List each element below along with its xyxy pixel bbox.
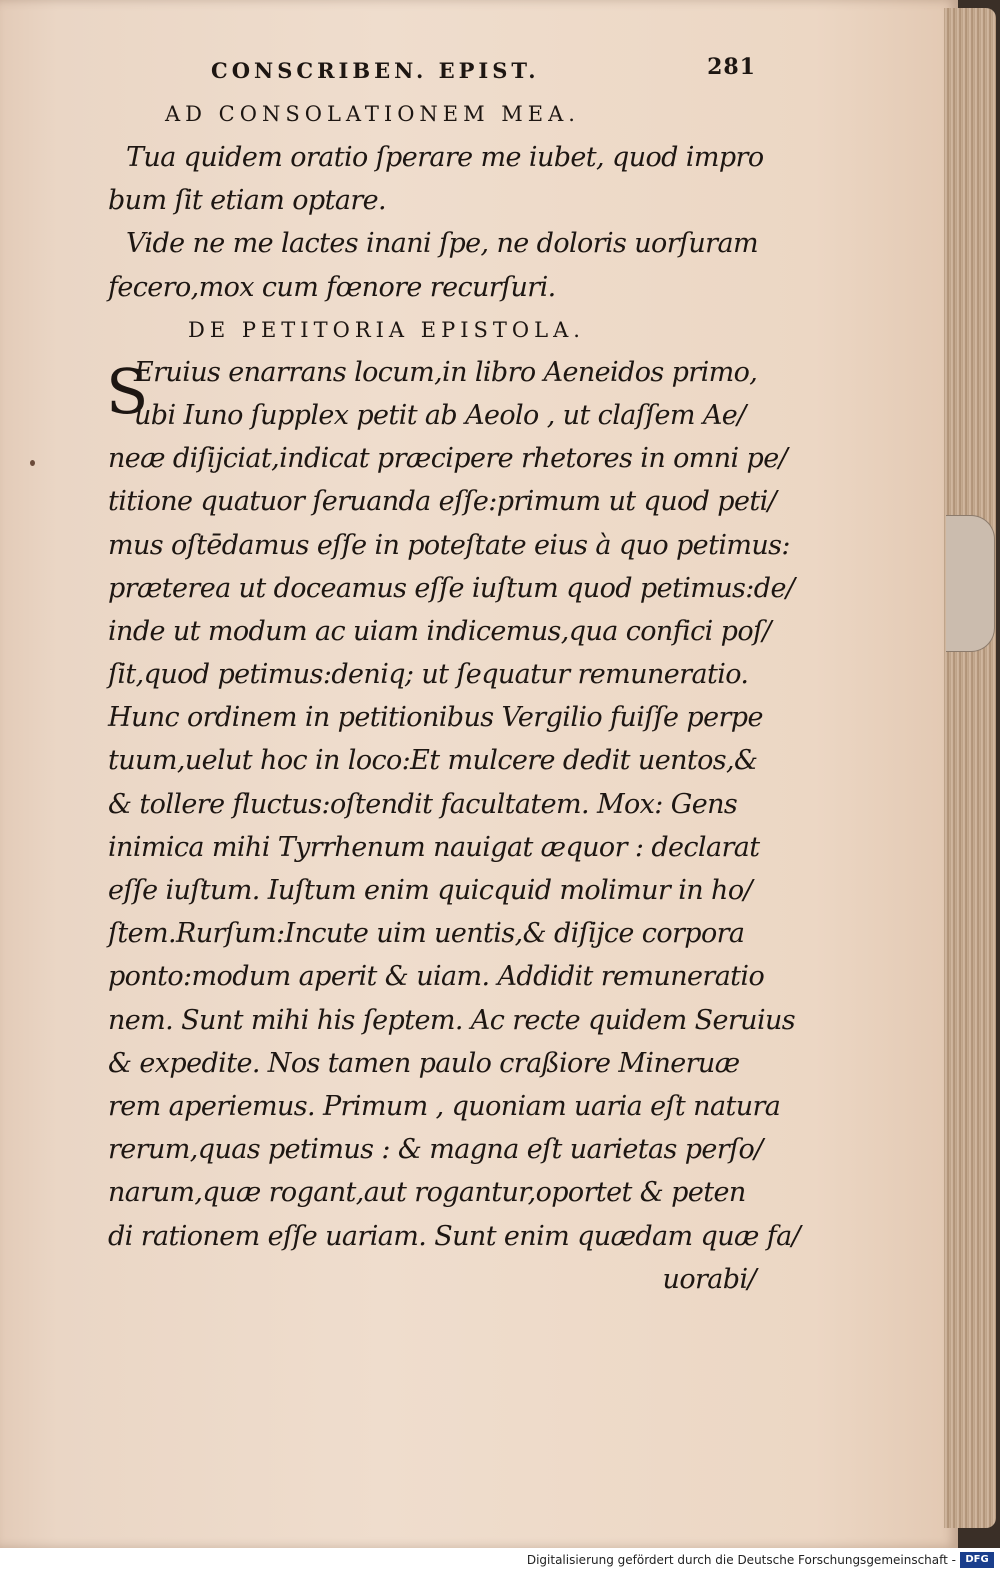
drop-cap: S [106,354,149,428]
text-line: Eruius enarrans locum,in libro Aeneidos primo, [134,356,758,388]
text-line: inde ut modum ac uiam indicemus,qua confici poſ/ [108,615,771,647]
running-head [108,52,756,92]
text-line: ponto:modum aperit & uiam. Addidit remuneratio [108,961,765,993]
footer-credit: Digitalisierung gefördert durch die Deutsche Forschungsgemeinschaft - [526,1553,956,1567]
text-line: tuum,uelut hoc in loco:Et mulcere dedit uentos,& [108,745,758,777]
text-line: ſit,quod petimus:deniq; ut ſequatur remuneratio. [108,659,749,691]
text-line: Tua quidem oratio ſperare me iubet, quod impro [126,142,764,173]
text-line: mus oſtēdamus eſſe in poteſtate eius à quo petimus: [108,529,790,561]
text-line: Vide ne me lactes inani ſpe, ne doloris uorſuram [126,228,758,260]
page-number: 281 [707,54,756,80]
text-line: rerum,quas petimus : & magna eſt uarietas perſo/ [108,1134,763,1166]
text-line: narum,quæ rogant,aut rogantur,oportet & peten [108,1177,746,1209]
initial-paragraph [108,351,756,437]
page-text [106,52,801,1301]
page-edges [944,8,996,1528]
text-line: bum ſit etiam optare. [108,185,387,217]
text-line: neæ diſijciat,indicat præcipere rhetores in omni pe/ [108,443,788,475]
text-line: fecero,mox cum fœnore recurſuri. [108,271,556,303]
text-line: inimica mihi Tyrrhenum nauigat æquor : declarat [108,831,760,863]
text-line: titione quatuor ſeruanda eſſe:primum ut quod peti/ [108,486,777,518]
text-line: Hunc ordinem in petitionibus Vergilio fuiſſe perpe [108,702,763,734]
text-line: di rationem eſſe uariam. Sunt enim quædam quæ fa/ [108,1220,801,1252]
text-line: nem. Sunt mihi his ſeptem. Ac recte quidem Seruius [108,1004,796,1036]
text-line: & expedite. Nos tamen paulo craßiore Mineruæ [108,1047,740,1079]
dfg-logo: DFG [960,1552,994,1568]
index-tab [946,515,995,652]
catchword: uorabi/ [662,1263,756,1295]
section-heading: AD CONSOLATIONEM MEA. [165,102,580,126]
section-heading: DE PETITORIA EPISTOLA. [188,317,585,342]
text-line: & tollere fluctus:oſtendit facultatem. Mox: Gens [108,788,738,820]
running-head-title: CONSCRIBEN. EPIST. [211,58,540,83]
text-line: ubi Iuno ſupplex petit ab Aeolo , ut claſſem Ae/ [134,399,746,431]
text-line: ſtem.Rurſum:Incute uim uentis,& diſijce corpora [108,918,745,950]
text-line: eſſe iuſtum. Iuſtum enim quicquid molimur in ho/ [108,875,752,906]
text-line: præterea ut doceamus eſſe iuſtum quod petimus:de/ [108,572,795,604]
text-line: rem aperiemus. Primum , quoniam uaria eſt natura [108,1090,781,1122]
ink-spot [30,460,35,466]
